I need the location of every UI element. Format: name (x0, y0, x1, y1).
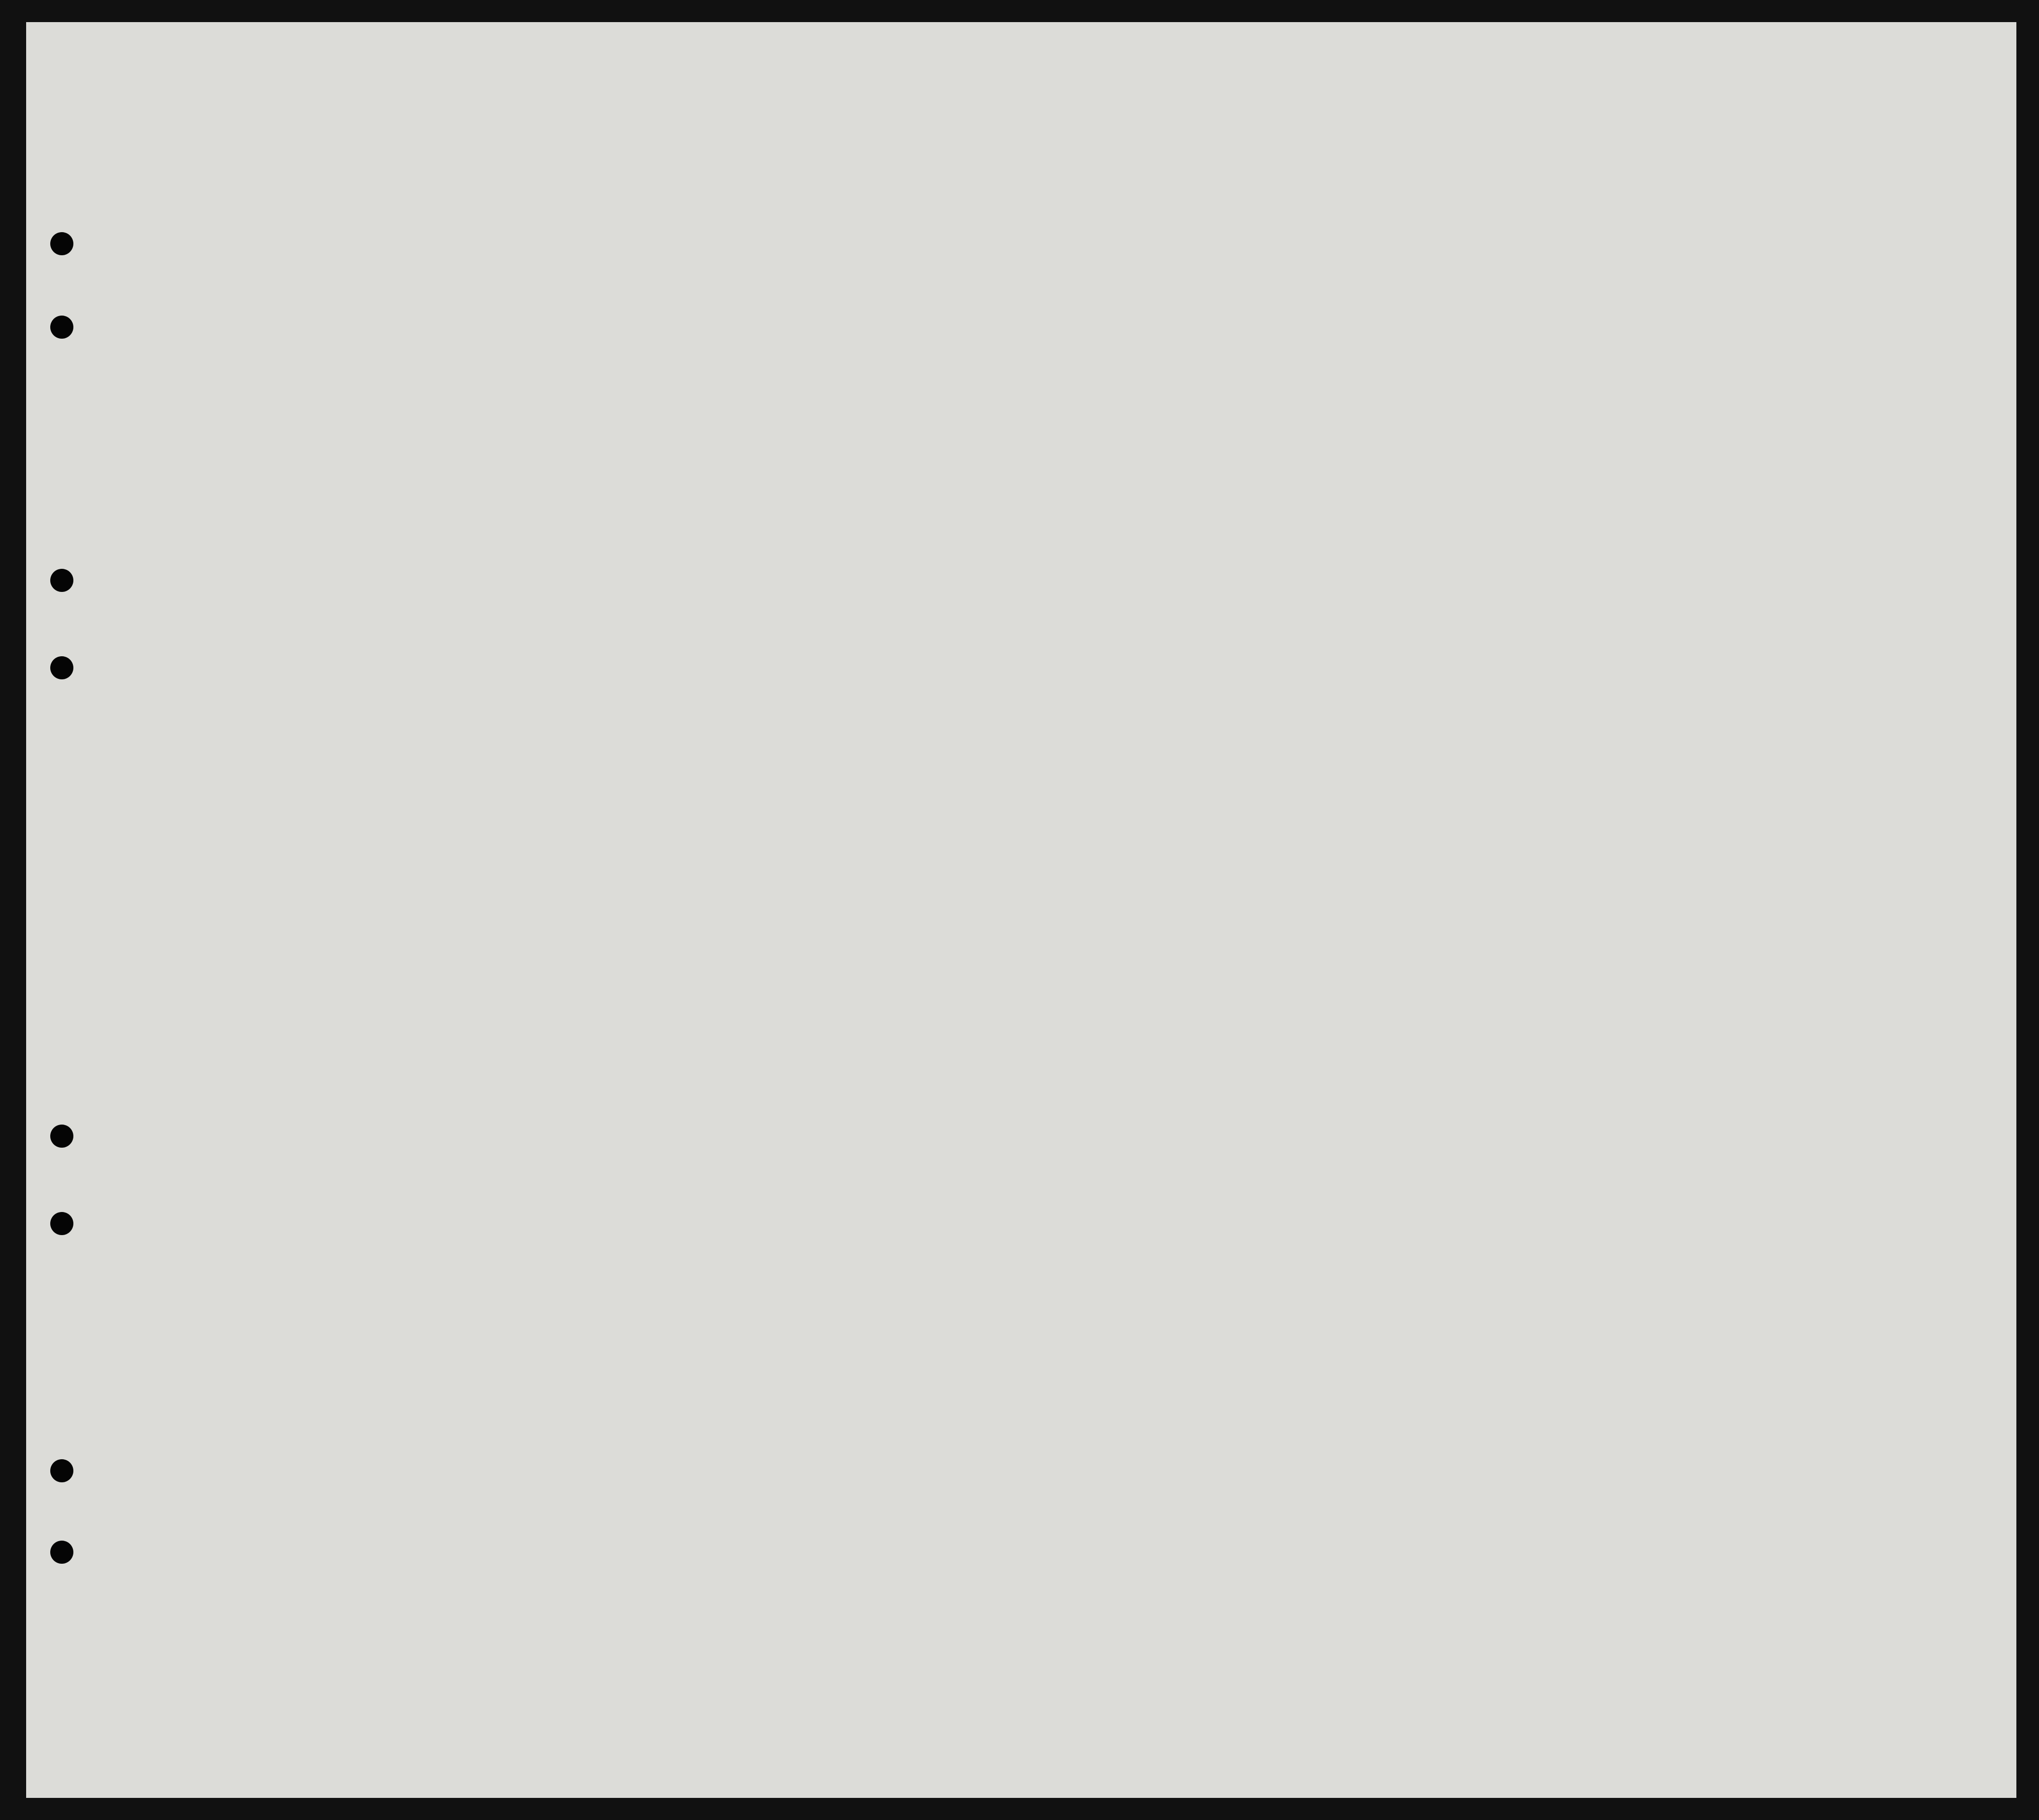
punch-hole (50, 316, 73, 339)
manifest-sheet (26, 22, 2016, 1798)
punch-hole (50, 1125, 73, 1148)
punch-hole (50, 1459, 73, 1482)
punch-hole (50, 656, 73, 679)
punch-hole (50, 1541, 73, 1564)
punch-hole (50, 569, 73, 592)
table-grid (26, 22, 2016, 1798)
punch-hole (50, 232, 73, 255)
punch-hole (50, 1212, 73, 1235)
